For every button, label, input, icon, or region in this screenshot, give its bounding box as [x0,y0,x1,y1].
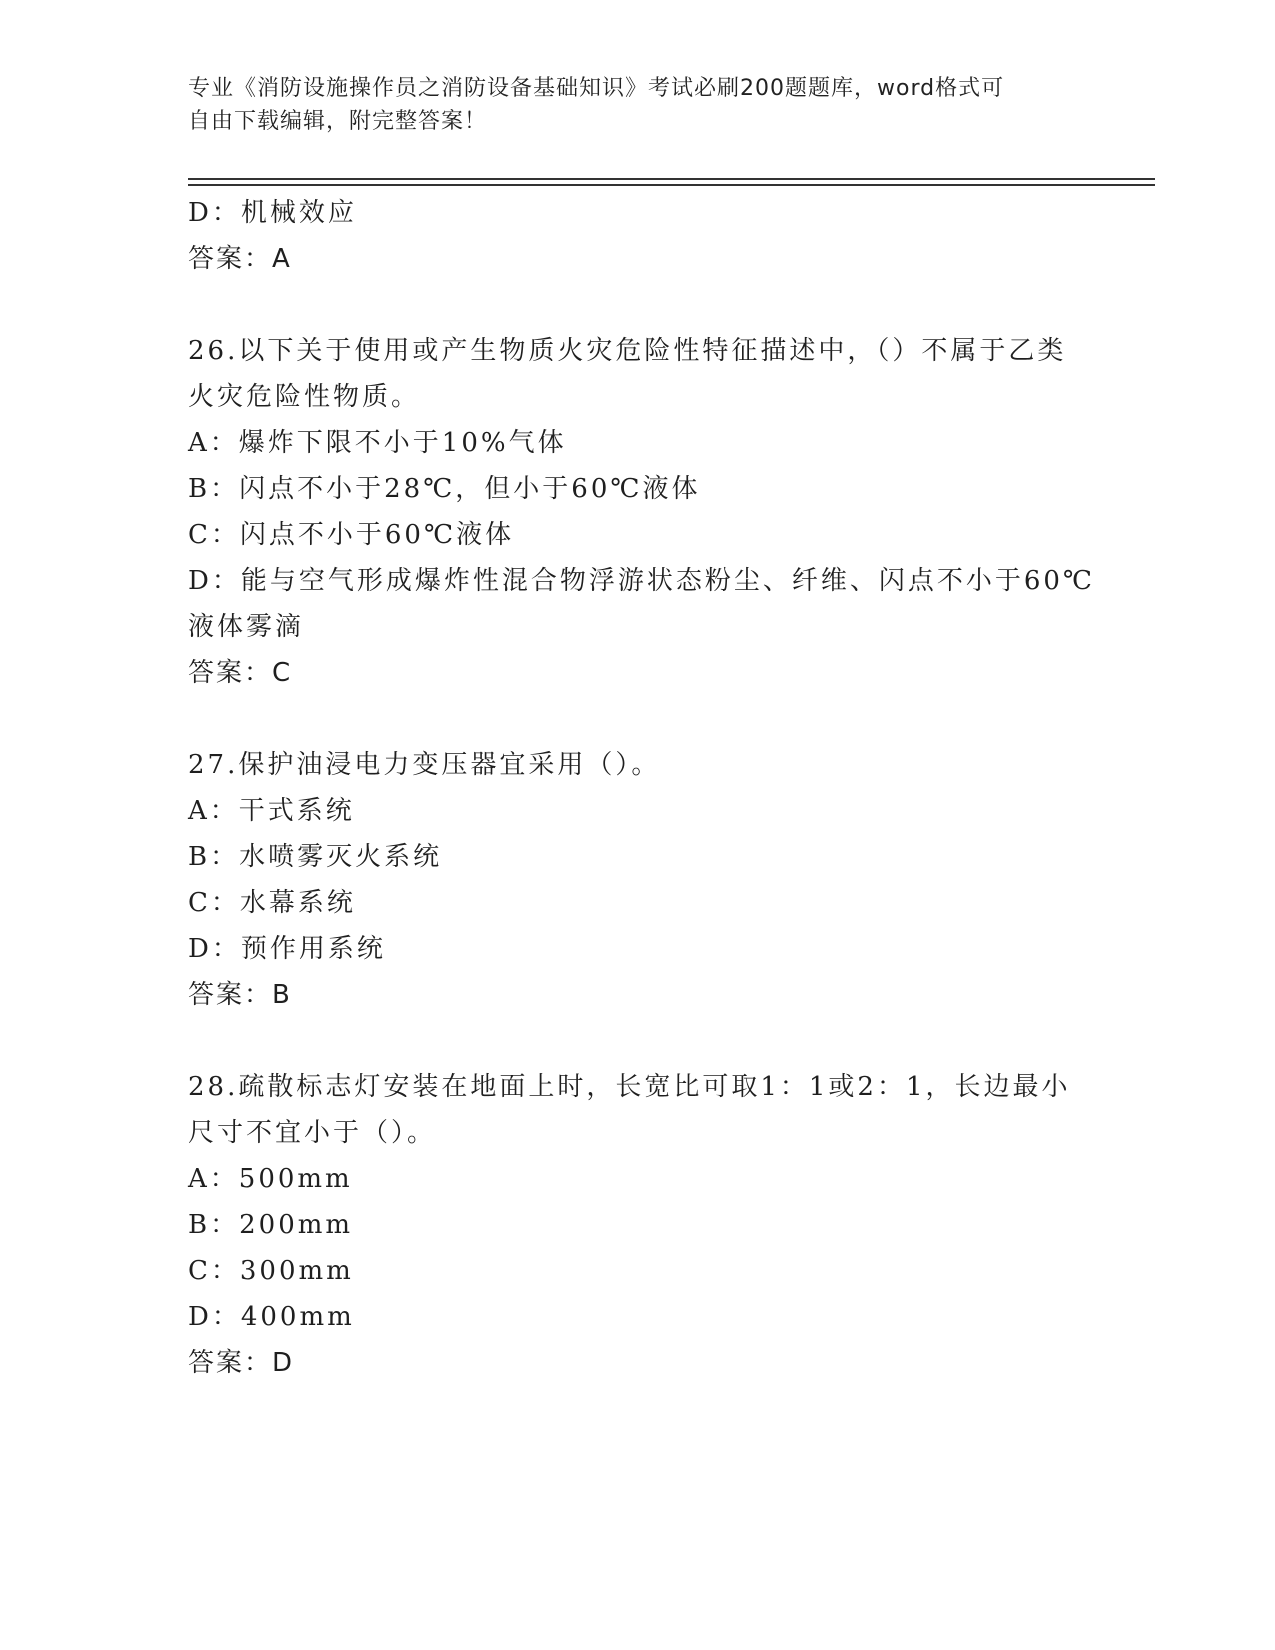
option-c: C：闪点不小于60℃液体 [188,520,515,550]
option-d-continuation: 液体雾滴 [188,612,305,642]
option-d: D：机械效应 [188,198,357,228]
option-b: B：闪点不小于28℃，但小于60℃液体 [188,474,701,504]
option-d: D：400mm [188,1302,355,1332]
answer-line: 答案：D [188,1348,295,1378]
option-b: B：200mm [188,1210,354,1240]
header-title-line-1: 专业《消防设施操作员之消防设备基础知识》考试必刷200题题库，word格式可 [188,76,1005,101]
spacer [188,282,1088,328]
option-c: C：水幕系统 [188,888,356,918]
answer-line: 答案：C [188,658,293,688]
option-a: A：爆炸下限不小于10%气体 [188,428,567,458]
answer-line: 答案：A [188,244,292,274]
question-27 [188,742,1088,1018]
answer-line: 答案：B [188,980,292,1010]
option-c: C：300mm [188,1256,354,1286]
header-title-line-2: 自由下载编辑，附完整答案！ [188,109,488,134]
question-stem: 尺寸不宜小于（）。 [188,1118,437,1148]
question-26 [188,328,1096,696]
question-stem: 火灾危险性物质。 [188,382,421,412]
document-body [188,190,1096,1386]
question-stem: 26.以下关于使用或产生物质火灾危险性特征描述中，（）不属于乙类 [188,336,1067,366]
option-d: D：能与空气形成爆炸性混合物浮游状态粉尘、纤维、闪点不小于60℃ [188,566,1096,596]
option-a: A：干式系统 [188,796,355,826]
document-header [188,72,1068,138]
question-stem: 28.疏散标志灯安装在地面上时，长宽比可取1：1或2：1，长边最小 [188,1072,1071,1102]
header-divider-top [188,178,1155,180]
question-28 [188,1064,1088,1386]
question-stem: 27.保护油浸电力变压器宜采用（）。 [188,750,661,780]
previous-question-tail [188,190,1088,282]
option-a: A：500mm [188,1164,353,1194]
spacer [188,696,1088,742]
option-d: D：预作用系统 [188,934,386,964]
option-b: B：水喷雾灭火系统 [188,842,443,872]
header-divider-bottom [188,184,1155,186]
spacer [188,1018,1088,1064]
